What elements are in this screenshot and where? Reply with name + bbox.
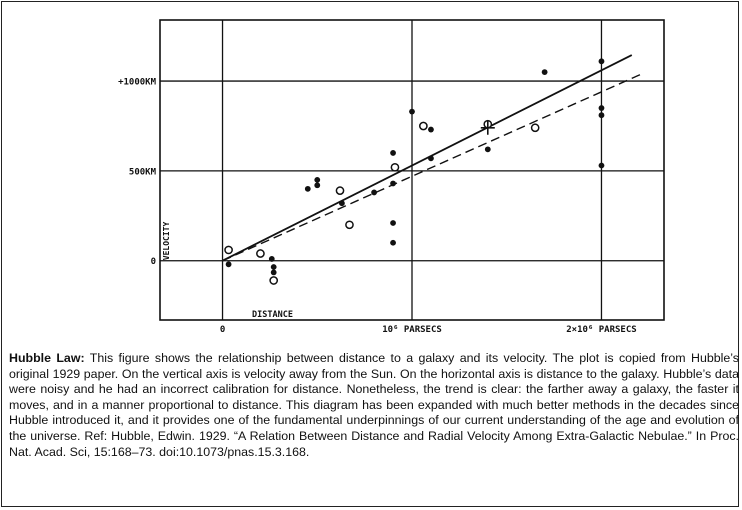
- filled-point-4: [271, 269, 277, 275]
- x-tick-label-0: 0: [219, 325, 226, 335]
- figure-caption: [9, 351, 739, 460]
- y-tick-label-0: 0: [150, 257, 156, 268]
- filled-point-0: [226, 261, 232, 267]
- filled-point-22: [599, 58, 605, 64]
- filled-point-20: [599, 112, 605, 118]
- caption-heading: Hubble Law:: [9, 351, 85, 365]
- dashed-fit-line: [223, 73, 644, 260]
- filled-point-13: [390, 150, 396, 156]
- y-tick-label-1: 500KM: [128, 167, 156, 178]
- figure-frame: [1, 1, 739, 507]
- filled-point-7: [314, 177, 320, 183]
- y-tick-label-2: +1000KM: [118, 77, 156, 88]
- filled-point-8: [339, 200, 345, 206]
- filled-point-5: [305, 186, 311, 192]
- filled-point-19: [599, 163, 605, 169]
- y-axis-label: VELOCITY: [162, 221, 171, 261]
- open-point-0: [225, 246, 232, 253]
- filled-point-9: [371, 190, 377, 196]
- open-point-1: [257, 250, 264, 257]
- filled-point-11: [390, 220, 396, 226]
- hubble-plot: [2, 2, 742, 347]
- open-point-2: [270, 277, 277, 284]
- caption-body: This figure shows the relationship between distance to a galaxy and its velocity. The plot is copied from Hubble’s original 1929 paper. On the vertical axis is velocity away from the Sun. On the horizontal axis is distance to the galaxy. Hubble’s data were noisy and he had an incorrect calibration for distance. Nonetheless, the trend is clear: the farther away a galaxy, the faster it moves, and in a manner proportional to distance. This diagram has been expanded with much better methods in the decades since Hubble introduced it, and it provides one of the fundamental underpinnings of our current understanding of the age and evolution of the universe. Ref: Hubble, Edwin. 1929. “A Relation Between Distance and Radial Velocity Among Extra-Galactic Nebulae.” In Proc. Nat. Acad. Sci, 15:168–73. doi:10.1073/pnas.15.3.168.: [9, 351, 739, 459]
- open-point-8: [532, 124, 539, 131]
- filled-point-17: [485, 146, 491, 152]
- axis-text: [118, 78, 637, 335]
- cross-point-0: [481, 121, 495, 135]
- open-point-3: [336, 187, 343, 194]
- open-point-4: [346, 221, 353, 228]
- filled-point-21: [599, 105, 605, 111]
- filled-point-3: [271, 264, 277, 270]
- filled-point-12: [390, 181, 396, 187]
- x-tick-label-2: 2×10⁶ PARSECS: [566, 325, 637, 335]
- filled-point-16: [428, 127, 434, 133]
- x-tick-label-1: 10⁶ PARSECS: [382, 325, 442, 335]
- filled-point-18: [542, 69, 548, 75]
- filled-point-2: [269, 256, 275, 262]
- grid: [160, 20, 664, 320]
- solid-fit-line: [223, 55, 632, 261]
- open-point-5: [391, 164, 398, 171]
- filled-point-6: [314, 182, 320, 188]
- x-axis-label: DISTANCE: [252, 310, 293, 320]
- open-point-6: [420, 122, 427, 129]
- filled-point-10: [390, 240, 396, 246]
- filled-point-14: [409, 109, 415, 115]
- filled-point-15: [428, 155, 434, 161]
